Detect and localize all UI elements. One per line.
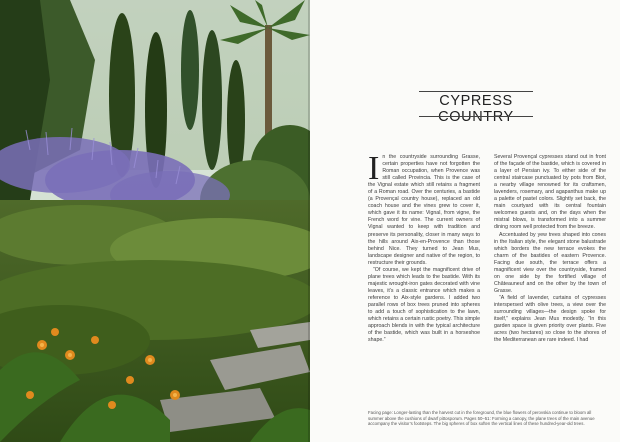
article-paragraph: Several Provençal cypresses stand out in front of the façade of the bastide, which is covered in a layer of Persian ivy. To either side of the central staircase punctuated by pots from Biot, a nearby village renowned for its craftsmen, lavenders, rosemary, and agapanthus make up a palette of pastel colors. Slightly set back, the main courtyard with its central fountain welcomes guests and, on the days when the mistral blows, is transformed into a summer dining room well protected from the breeze. [494,154,606,231]
article-paragraph: In the countryside surrounding Grasse, certain properties have not forgotten the Roman occupation, when Provence was still called Provincia. This is the case of the Vignal estate which still retains a fragment of a Roman road. Over the centuries, a bastide (a Provençal country house), replaced an old coach house and the vines grew to cover it, which gave it its name: Vignal, from vigne, the French word for vine. The current owners of Vignal wanted to keep with tradition and preserve its personality, closer in many ways to the hills around Aix-en-Provence than those behind Nice. They turned to Jean Mus, landscape designer and native of the region, to restructure their grounds. [368,150,480,266]
page-title: CYPRESS COUNTRY [438,93,514,125]
article-paragraph: Accentuated by yew trees shaped into cones in the Italian style, the elegant stone balustrade which borders the new terrace evokes the charm of the bastides of eastern Provence. Facing due south, the terrace offers a magnificent view over the countryside, framed on one side by the fortified village of Châteauneuf and on the other by the town of Grasse. [494,231,606,294]
article-column-left [368,150,480,344]
title-rule-bottom [419,116,533,117]
article-paragraph: “A field of lavender, curtains of cypresses interspersed with olive trees, a view over the surrounding villages—the design spoke for itself,” explains Jean Mus modestly. “In this garden space is given priority over plants. Five acres (two hectares) so close to the shores of the Mediterranean are rare indeed. I had [494,294,606,344]
article-column-right [494,154,606,344]
title-rule-top [419,91,533,92]
photo-caption: Facing page: Longer-lasting than the harvest cut in the foreground, the blue flowers of perovskia continue to bloom all summer above the cushions of dwarf pittosporum. Pages 50–51: Forming a canopy, the plane trees of the main avenue accompany the visitor’s footsteps. The big spheres of box soften the vertical lines of these hundred-year-old trees. [368,410,595,427]
drop-cap: I [368,150,380,187]
article-paragraph: “Of course, we kept the magnificent drive of plane trees which leads to the bastide. With its majestic wrought-iron gates decorated with vine leaves, it’s a classic entrance which makes a reference to Aix-style gardens. I added two parallel rows of box trees pruned into spheres to add a touch of sophistication to the lawn, which retains a certain rustic poetry. This simple approach blends in with the typical architecture of the bastide, which was built in a horseshoe shape.” [368,266,480,344]
